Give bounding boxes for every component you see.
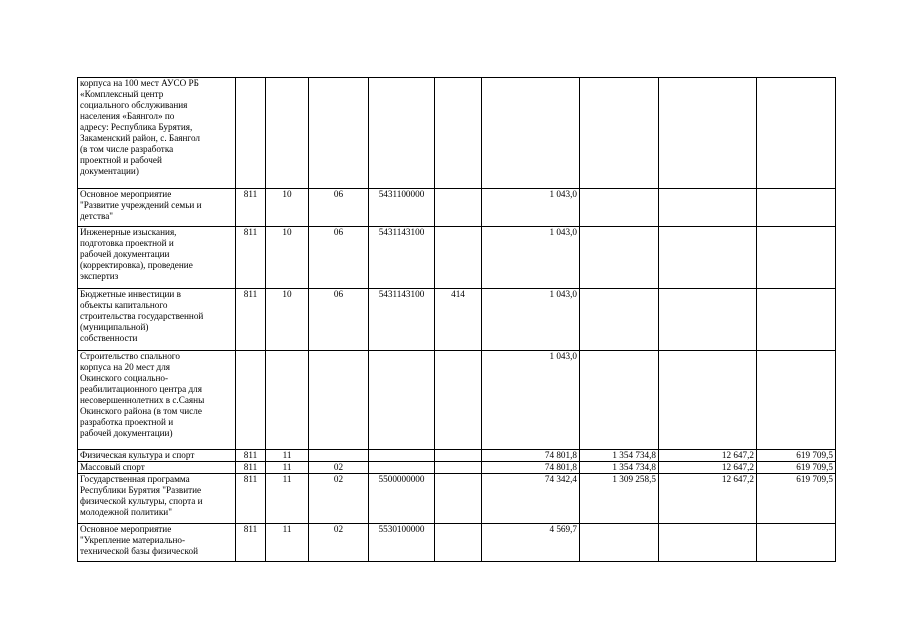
row-csr — [369, 351, 435, 450]
row-sum-3 — [659, 78, 757, 189]
row-name: Инженерные изыскания, подготовка проектной и рабочей документации (корректировка), проведение экспертиз — [78, 227, 236, 289]
row-sum-1: 1 043,0 — [482, 289, 580, 351]
row-pr: 06 — [309, 289, 369, 351]
row-vr — [435, 78, 482, 189]
row-rz: 10 — [266, 227, 309, 289]
budget-table — [77, 77, 836, 562]
row-sum-4 — [757, 227, 836, 289]
row-pr: 06 — [309, 189, 369, 227]
row-pr: 02 — [309, 474, 369, 524]
row-sum-4: 619 709,5 — [757, 450, 836, 462]
row-pr — [309, 351, 369, 450]
row-sum-1: 1 043,0 — [482, 351, 580, 450]
row-sum-3 — [659, 351, 757, 450]
row-sum-2 — [580, 351, 659, 450]
row-vr — [435, 450, 482, 462]
row-ved: 811 — [236, 189, 266, 227]
row-rz: 10 — [266, 289, 309, 351]
row-ved: 811 — [236, 462, 266, 474]
row-sum-1: 4 569,7 — [482, 524, 580, 562]
row-sum-4 — [757, 189, 836, 227]
row-pr — [309, 450, 369, 462]
table-row — [78, 189, 836, 227]
row-sum-2: 1 354 734,8 — [580, 450, 659, 462]
row-sum-3 — [659, 189, 757, 227]
row-sum-3 — [659, 524, 757, 562]
row-name: Основное мероприятие "Укрепление материально- технической базы физической — [78, 524, 236, 562]
row-name: Массовый спорт — [78, 462, 236, 474]
row-sum-1: 1 043,0 — [482, 227, 580, 289]
row-name: Основное мероприятие "Развитие учреждений семьи и детства" — [78, 189, 236, 227]
row-pr — [309, 78, 369, 189]
row-sum-3: 12 647,2 — [659, 450, 757, 462]
row-sum-3 — [659, 227, 757, 289]
table-row — [78, 462, 836, 474]
table-row — [78, 524, 836, 562]
row-rz: 11 — [266, 524, 309, 562]
table-row — [78, 450, 836, 462]
row-sum-3 — [659, 289, 757, 351]
row-sum-3: 12 647,2 — [659, 474, 757, 524]
row-sum-4: 619 709,5 — [757, 474, 836, 524]
row-sum-4 — [757, 78, 836, 189]
row-csr: 5500000000 — [369, 474, 435, 524]
row-ved: 811 — [236, 227, 266, 289]
row-vr — [435, 524, 482, 562]
row-vr — [435, 474, 482, 524]
row-sum-2 — [580, 189, 659, 227]
row-rz: 11 — [266, 462, 309, 474]
row-rz — [266, 78, 309, 189]
row-name: корпуса на 100 мест АУСО РБ «Комплексный центр социального обслуживания населения «Баянгол» по адресу: Республика Бурятия, Закаменский район, с. Баянгол (в том числе разработка проектной и рабочей документации) — [78, 78, 236, 189]
row-name: Физическая культура и спорт — [78, 450, 236, 462]
row-sum-4 — [757, 351, 836, 450]
row-pr: 02 — [309, 524, 369, 562]
row-rz — [266, 351, 309, 450]
row-name: Строительство спального корпуса на 20 мест для Окинского социально- реабилитационного центра для несовершеннолетних в с.Саяны Окинского района (в том числе разработка проектной и рабочей документации) — [78, 351, 236, 450]
row-sum-2 — [580, 78, 659, 189]
row-sum-2 — [580, 289, 659, 351]
row-ved: 811 — [236, 289, 266, 351]
row-rz: 11 — [266, 474, 309, 524]
row-sum-1: 74 801,8 — [482, 462, 580, 474]
row-sum-4 — [757, 524, 836, 562]
row-name: Государственная программа Республики Бурятия "Развитие физической культуры, спорта и молодежной политики" — [78, 474, 236, 524]
row-rz: 10 — [266, 189, 309, 227]
row-sum-3: 12 647,2 — [659, 462, 757, 474]
row-vr — [435, 189, 482, 227]
row-sum-2: 1 354 734,8 — [580, 462, 659, 474]
row-csr: 5431100000 — [369, 189, 435, 227]
row-csr: 5431143100 — [369, 289, 435, 351]
row-vr — [435, 227, 482, 289]
row-sum-4: 619 709,5 — [757, 462, 836, 474]
row-csr — [369, 78, 435, 189]
row-sum-2 — [580, 227, 659, 289]
row-sum-4 — [757, 289, 836, 351]
table-row — [78, 78, 836, 189]
row-sum-2: 1 309 258,5 — [580, 474, 659, 524]
table-row — [78, 289, 836, 351]
row-ved: 811 — [236, 450, 266, 462]
row-vr — [435, 351, 482, 450]
table-row — [78, 351, 836, 450]
row-ved — [236, 351, 266, 450]
row-csr: 5431143100 — [369, 227, 435, 289]
table-row — [78, 474, 836, 524]
row-csr: 5530100000 — [369, 524, 435, 562]
row-vr — [435, 462, 482, 474]
row-sum-2 — [580, 524, 659, 562]
row-csr — [369, 462, 435, 474]
row-ved: 811 — [236, 474, 266, 524]
row-ved: 811 — [236, 524, 266, 562]
row-sum-1: 1 043,0 — [482, 189, 580, 227]
row-sum-1: 74 801,8 — [482, 450, 580, 462]
row-sum-1: 74 342,4 — [482, 474, 580, 524]
row-rz: 11 — [266, 450, 309, 462]
row-pr: 02 — [309, 462, 369, 474]
row-sum-1 — [482, 78, 580, 189]
row-pr: 06 — [309, 227, 369, 289]
row-csr — [369, 450, 435, 462]
row-vr: 414 — [435, 289, 482, 351]
row-ved — [236, 78, 266, 189]
row-name: Бюджетные инвестиции в объекты капитального строительства государственной (муниципальной) собственности — [78, 289, 236, 351]
table-row — [78, 227, 836, 289]
